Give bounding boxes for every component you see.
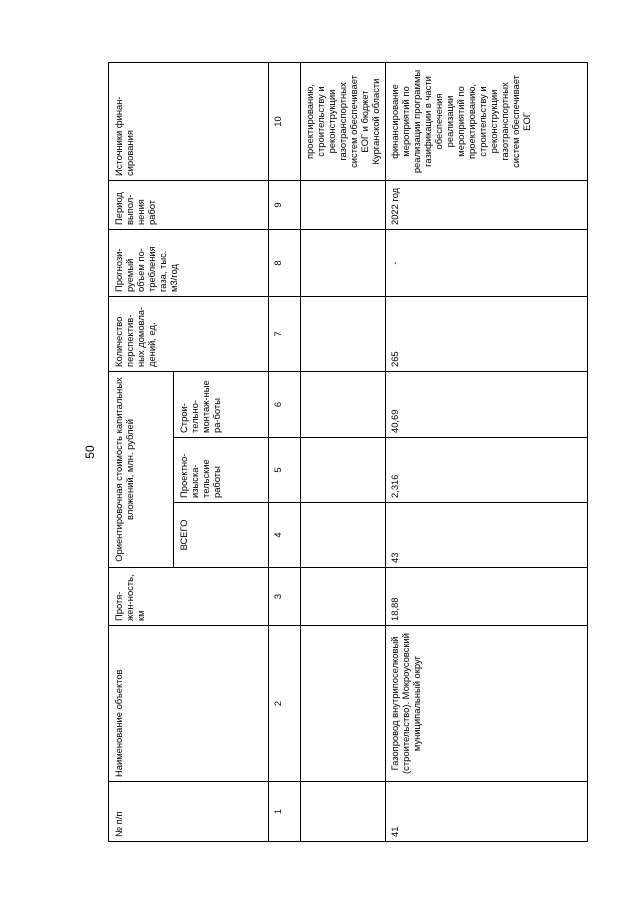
row41-object: Газопровод внутрипоселковый (строительство). Мокроусовский муниципальный округ xyxy=(385,625,588,782)
header-length: Протя-жен-ность, км xyxy=(108,567,269,626)
header-construction-works: Строи-тельно-монтаж-ные ра-боты xyxy=(173,371,269,438)
cont-period xyxy=(300,180,386,230)
cont-total xyxy=(300,502,386,568)
cont-num xyxy=(300,781,386,842)
row41-period: 2022 год xyxy=(385,180,588,230)
header-total: ВСЕГО xyxy=(173,502,269,568)
row41-design: 2,316 xyxy=(385,437,588,503)
row41-length: 18,88 xyxy=(385,567,588,626)
cont-length xyxy=(300,567,386,626)
colnum-10: 10 xyxy=(268,62,301,181)
cont-design xyxy=(300,437,386,503)
cont-funding: проектированию, строительству и реконструкции газотранспортных систем обеспечивает ЕОГ и бюджет Курганской области xyxy=(300,62,386,181)
header-objects: Наименование объектов xyxy=(108,625,269,782)
header-gas-consumption: Прогнози-руемый объем по-требления газа, тыс. м3/год xyxy=(108,229,269,297)
colnum-8: 8 xyxy=(268,229,301,297)
cont-gas xyxy=(300,229,386,297)
objects-table xyxy=(108,62,588,842)
header-design-works: Проектно-изыска-тельские работы xyxy=(173,437,269,503)
colnum-7: 7 xyxy=(268,296,301,372)
header-funding: Источники финан-сирования xyxy=(108,62,269,181)
colnum-2: 2 xyxy=(268,625,301,782)
row41-construction: 40,69 xyxy=(385,371,588,438)
page-number: 50 xyxy=(83,445,97,459)
row41-gas: - xyxy=(385,229,588,297)
row41-funding: финансирование мероприятий по реализации программы газификации в части обеспечения реализации мероприятий по проектированию, строительству и реконструкции газотранспортных систем обеспечивает ЕОГ xyxy=(385,62,588,181)
colnum-3: 3 xyxy=(268,567,301,626)
row41-num: 41 xyxy=(385,781,588,842)
row41-total: 43 xyxy=(385,502,588,568)
colnum-1: 1 xyxy=(268,781,301,842)
header-households: Количество перспектив-ных домовла-дений, ед. xyxy=(108,296,269,372)
colnum-9: 9 xyxy=(268,180,301,230)
colnum-5: 5 xyxy=(268,437,301,503)
header-cost-group: Ориентировочная стоимость капитальных вложений, млн. рублей xyxy=(108,371,174,568)
cont-construction xyxy=(300,371,386,438)
header-period: Период выпол-нения работ xyxy=(108,180,269,230)
colnum-4: 4 xyxy=(268,502,301,568)
cont-object xyxy=(300,625,386,782)
row41-households: 265 xyxy=(385,296,588,372)
cont-households xyxy=(300,296,386,372)
header-num: № п/п xyxy=(108,781,269,842)
colnum-6: 6 xyxy=(268,371,301,438)
